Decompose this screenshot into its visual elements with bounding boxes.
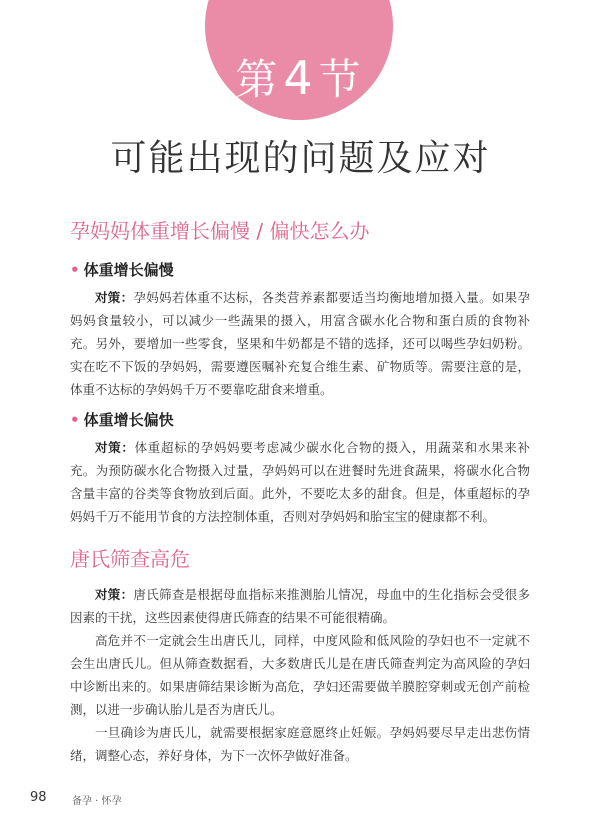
paragraph-slow-gain-text: 孕妈妈若体重不达标，各类营养素都要适当均衡地增加摄入量。如果孕妈妈食量较小，可以减少一些蔬果的摄入，用富含碳水化合物和蛋白质的食物补充。另外，要增加一些零食，坚果和牛奶都是不错的选择，还可以喝些孕妇奶粉。实在吃不下饭的孕妈妈，需要遵医嘱补充复合维生素、矿物质等。需要注意的是，体重不达标的孕妈妈千万不要靠吃甜食来增重。: [70, 290, 530, 397]
section-number: 4: [283, 51, 315, 105]
label-strategy: 对策：: [95, 440, 135, 455]
subheading-slow-gain: [70, 260, 174, 280]
bullet-icon: •: [70, 411, 80, 429]
page-number: 98: [30, 790, 47, 805]
footer-book-title: 备孕 · 怀孕: [72, 796, 122, 807]
label-strategy: 对策：: [95, 290, 134, 305]
subheading-slow-gain-text: 体重增长偏慢: [83, 261, 174, 279]
paragraph-screening-2: [70, 629, 530, 721]
bullet-icon: •: [70, 261, 80, 279]
paragraph-screening-3: [70, 721, 530, 767]
section-prefix: 第: [235, 55, 280, 104]
subheading-fast-gain: [70, 410, 174, 430]
label-strategy: 对策：: [95, 587, 134, 602]
section-label: [205, 51, 393, 105]
paragraph-fast-gain: [70, 436, 530, 528]
subheading-fast-gain-text: 体重增长偏快: [83, 411, 174, 429]
paragraph-screening-2-text: 高危并不一定就会生出唐氏儿，同样，中度风险和低风险的孕妇也不一定就不会生出唐氏儿。但从筛查数据看，大多数唐氏儿是在唐氏筛查判定为高风险的孕妇中诊断出来的。如果唐筛结果诊断为高危，孕妇还需要做羊膜腔穿刺或无创产前检测，以进一步确认胎儿是否为唐氏儿。: [70, 633, 530, 717]
paragraph-slow-gain: [70, 286, 530, 401]
heading-down-screening: 唐氏筛查高危: [70, 547, 190, 571]
paragraph-screening-1: [70, 583, 530, 629]
section-suffix: 节: [318, 55, 363, 104]
paragraph-fast-gain-text: 体重超标的孕妈妈要考虑减少碳水化合物的摄入，用蔬菜和水果来补充。为预防碳水化合物摄入过量，孕妈妈可以在进餐时先进食蔬果，将碳水化合物含量丰富的谷类等食物放到后面。此外，不要吃太多的甜食。但是，体重超标的孕妈妈千万不能用节食的方法控制体重，否则对孕妈妈和胎宝宝的健康都不利。: [70, 440, 530, 524]
heading-weight-gain: 孕妈妈体重增长偏慢 / 偏快怎么办: [70, 219, 370, 243]
paragraph-screening-3-text: 一旦确诊为唐氏儿，就需要根据家庭意愿终止妊娠。孕妈妈要尽早走出悲伤情绪，调整心态，养好身体，为下一次怀孕做好准备。: [70, 725, 530, 763]
page-title: 可能出现的问题及应对: [110, 138, 491, 179]
paragraph-screening-1-text: 唐氏筛查是根据母血指标来推测胎儿情况，母血中的生化指标会受很多因素的干扰，这些因素使得唐氏筛查的结果不可能很精确。: [70, 587, 530, 625]
